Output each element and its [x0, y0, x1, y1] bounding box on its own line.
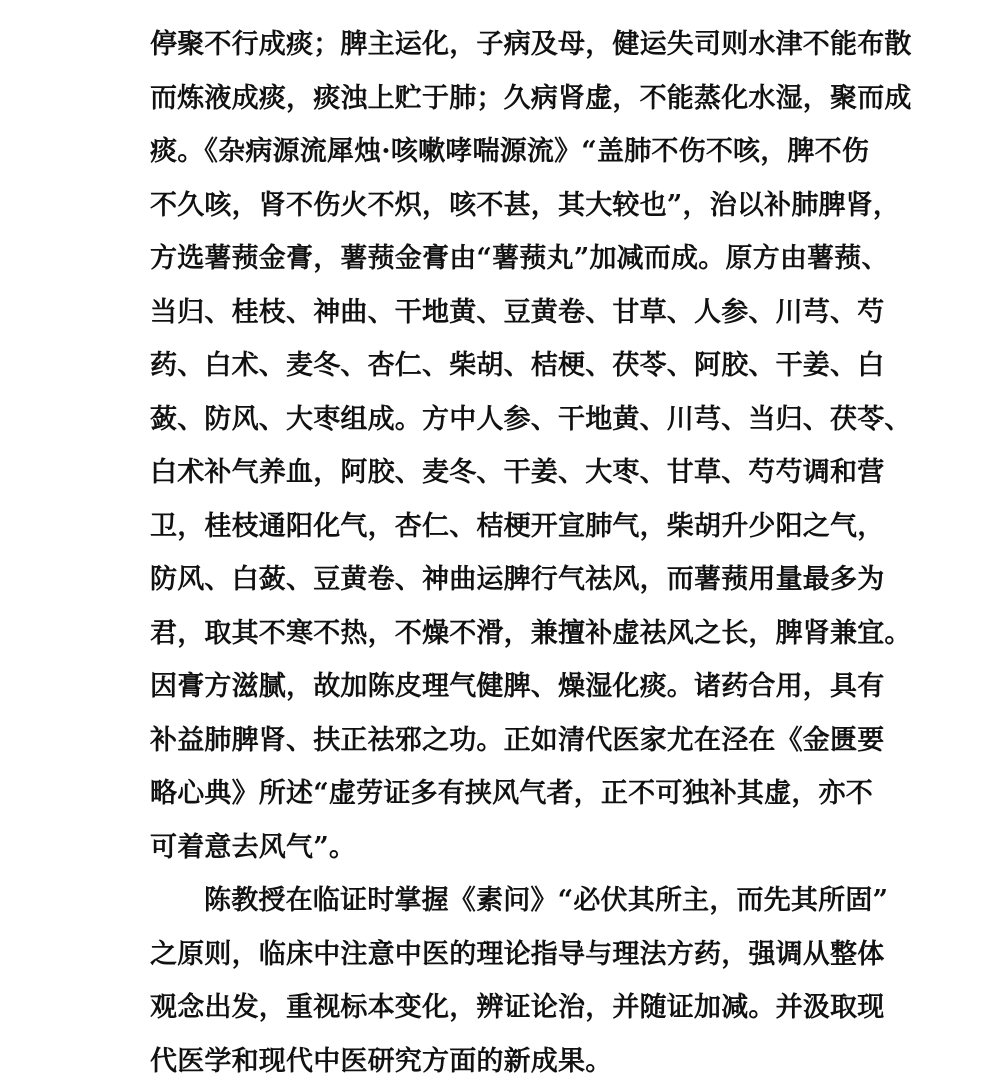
text-line: 痰。《杂病源流犀烛·咳嗽哮喘源流》“盖肺不伤不咳，脾不伤 — [150, 125, 870, 179]
text-line: 不久咳，肾不伤火不炽，咳不甚，其大较也”，治以补肺脾肾， — [150, 179, 870, 233]
body-text — [150, 18, 870, 1088]
text-line: 方选薯蓣金膏，薯蓣金膏由“薯蓣丸”加减而成。原方由薯蓣、 — [150, 232, 870, 286]
text-line: 药、白术、麦冬、杏仁、柴胡、桔梗、茯苓、阿胶、干姜、白 — [150, 339, 870, 393]
text-line: 观念出发，重视标本变化，辨证论治，并随证加减。并汲取现 — [150, 981, 870, 1035]
text-line: 之原则，临床中注意中医的理论指导与理法方药，强调从整体 — [150, 928, 870, 982]
text-line: 因膏方滋腻，故加陈皮理气健脾、燥湿化痰。诸药合用，具有 — [150, 660, 870, 714]
text-line: 卫，桂枝通阳化气，杏仁、桔梗开宣肺气，柴胡升少阳之气， — [150, 500, 870, 554]
text-line: 而炼液成痰，痰浊上贮于肺；久病肾虚，不能蒸化水湿，聚而成 — [150, 72, 870, 126]
text-line: 蔹、防风、大枣组成。方中人参、干地黄、川芎、当归、茯苓、 — [150, 393, 870, 447]
text-line: 补益肺脾肾、扶正祛邪之功。正如清代医家尤在泾在《金匮要 — [150, 714, 870, 768]
text-line: 陈教授在临证时掌握《素问》“必伏其所主，而先其所固” — [150, 874, 870, 928]
text-line: 白术补气养血，阿胶、麦冬、干姜、大枣、甘草、芍芍调和营 — [150, 446, 870, 500]
paragraph-2 — [150, 874, 870, 1088]
paragraph-1 — [150, 18, 870, 874]
text-line: 略心典》所述“虚劳证多有挟风气者，正不可独补其虚，亦不 — [150, 767, 870, 821]
text-line: 防风、白蔹、豆黄卷、神曲运脾行气祛风，而薯蓣用量最多为 — [150, 553, 870, 607]
text-line: 停聚不行成痰；脾主运化，子病及母，健运失司则水津不能布散 — [150, 18, 870, 72]
text-line: 君，取其不寒不热，不燥不滑，兼擅补虚祛风之长，脾肾兼宜。 — [150, 607, 870, 661]
text-line: 可着意去风气”。 — [150, 821, 870, 875]
text-line: 当归、桂枝、神曲、干地黄、豆黄卷、甘草、人参、川芎、芍 — [150, 286, 870, 340]
text-line: 代医学和现代中医研究方面的新成果。 — [150, 1035, 870, 1088]
